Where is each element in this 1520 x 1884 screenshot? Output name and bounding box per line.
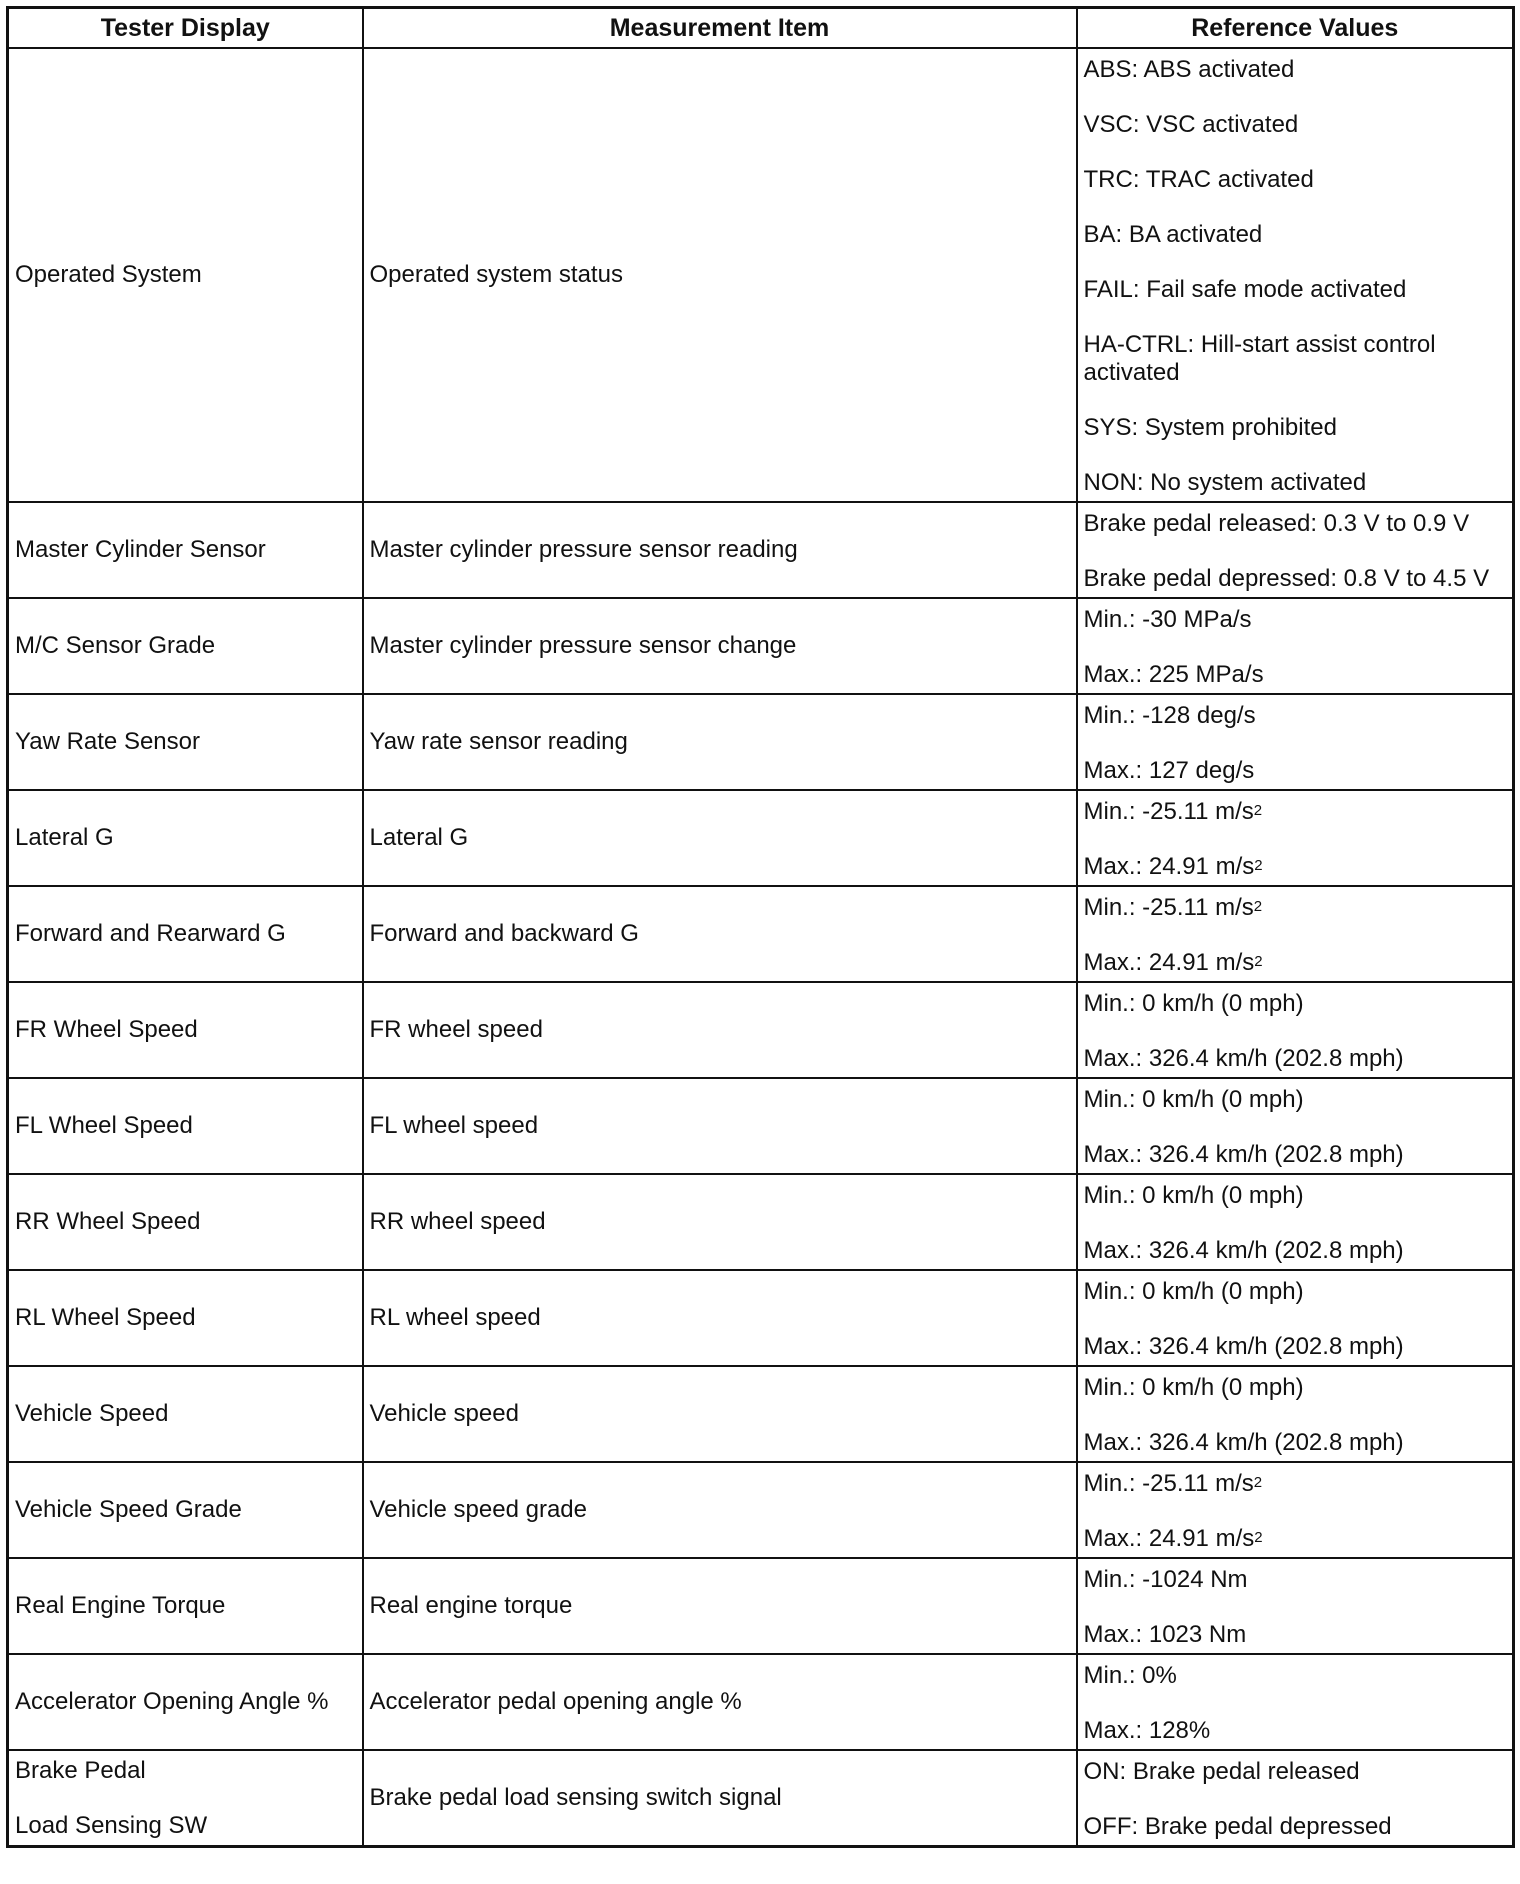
tester-display-cell: Vehicle Speed Grade	[8, 1462, 363, 1558]
tester-display-line: Brake Pedal	[15, 1756, 146, 1784]
reference-value-text: Min.: 0 km/h (0 mph)	[1083, 990, 1304, 1017]
tester-display-cell: Accelerator Opening Angle %	[8, 1654, 363, 1750]
table-row	[8, 1462, 1514, 1558]
reference-value-text: Max.: 127 deg/s	[1083, 757, 1255, 784]
reference-value-line	[1084, 331, 1511, 387]
header-row	[8, 8, 1514, 49]
table-row	[8, 502, 1514, 598]
measurement-item-cell: Vehicle speed	[363, 1366, 1077, 1462]
reference-values-cell	[1077, 1366, 1514, 1462]
reference-value-text: ON: Brake pedal released	[1083, 1758, 1360, 1785]
reference-value-line	[1084, 606, 1511, 634]
header-tester-display: Tester Display	[8, 8, 363, 49]
table-row	[8, 1366, 1514, 1462]
reference-value-text: Max.: 326.4 km/h (202.8 mph)	[1083, 1045, 1404, 1072]
reference-value-text: OFF: Brake pedal depressed	[1083, 1813, 1392, 1840]
table-row	[8, 1270, 1514, 1366]
reference-value-text: FAIL: Fail safe mode activated	[1083, 276, 1407, 303]
measurement-item-cell: Master cylinder pressure sensor reading	[363, 502, 1077, 598]
reference-value-text: Min.: -30 MPa/s	[1083, 606, 1252, 633]
reference-value-text: Min.: 0 km/h (0 mph)	[1083, 1278, 1304, 1305]
measurement-item-cell: Operated system status	[363, 48, 1077, 502]
unit-superscript: 2	[1253, 1474, 1263, 1491]
reference-value-line	[1084, 1470, 1511, 1498]
reference-values-cell	[1077, 694, 1514, 790]
reference-values-cell	[1077, 1750, 1514, 1847]
reference-value-text: Min.: -1024 Nm	[1083, 1566, 1248, 1593]
reference-values-cell	[1077, 598, 1514, 694]
header-measurement-item: Measurement Item	[363, 8, 1077, 49]
reference-values-cell	[1077, 48, 1514, 502]
reference-values-cell	[1077, 1078, 1514, 1174]
reference-value-line	[1084, 1374, 1511, 1402]
reference-values-cell	[1077, 1558, 1514, 1654]
reference-value-line	[1084, 894, 1511, 922]
reference-value-line	[1084, 1662, 1511, 1690]
tester-display-cell: RL Wheel Speed	[8, 1270, 363, 1366]
reference-value-text: Min.: -128 deg/s	[1083, 702, 1256, 729]
reference-value-text: Min.: -25.11 m/s	[1083, 1470, 1254, 1497]
reference-value-line	[1084, 1237, 1511, 1265]
table-row	[8, 886, 1514, 982]
reference-value-text: Min.: 0 km/h (0 mph)	[1083, 1374, 1304, 1401]
measurement-item-cell: Lateral G	[363, 790, 1077, 886]
reference-value-text: Max.: 128%	[1083, 1717, 1211, 1744]
measurement-item-cell: FL wheel speed	[363, 1078, 1077, 1174]
unit-superscript: 2	[1254, 1529, 1263, 1546]
reference-value-line	[1084, 414, 1511, 442]
reference-value-line	[1084, 1621, 1511, 1649]
table-row	[8, 598, 1514, 694]
reference-value-text: Max.: 326.4 km/h (202.8 mph)	[1083, 1237, 1404, 1264]
unit-superscript: 2	[1253, 898, 1263, 915]
reference-value-line	[1084, 1045, 1511, 1073]
reference-value-text: SYS: System prohibited	[1083, 414, 1337, 441]
reference-value-text: Brake pedal released: 0.3 V to 0.9 V	[1083, 510, 1470, 537]
reference-value-line	[1084, 510, 1511, 538]
table-row	[8, 790, 1514, 886]
reference-value-text: Max.: 24.91 m/s	[1083, 949, 1255, 976]
table-row	[8, 1654, 1514, 1750]
tester-display-cell: FR Wheel Speed	[8, 982, 363, 1078]
reference-value-line	[1084, 56, 1511, 84]
reference-value-text: ABS: ABS activated	[1083, 56, 1295, 83]
reference-value-line	[1084, 757, 1511, 785]
table-header	[8, 8, 1514, 49]
tester-display-cell: Real Engine Torque	[8, 1558, 363, 1654]
tester-display-cell: RR Wheel Speed	[8, 1174, 363, 1270]
reference-values-cell	[1077, 1462, 1514, 1558]
reference-value-line	[1084, 1429, 1511, 1457]
measurement-item-cell: Accelerator pedal opening angle %	[363, 1654, 1077, 1750]
measurement-item-cell: Brake pedal load sensing switch signal	[363, 1750, 1077, 1847]
reference-value-line	[1084, 166, 1511, 194]
reference-value-text: Min.: 0 km/h (0 mph)	[1083, 1086, 1304, 1113]
reference-value-text: Max.: 225 MPa/s	[1083, 661, 1264, 688]
measurement-item-cell: FR wheel speed	[363, 982, 1077, 1078]
reference-value-text: NON: No system activated	[1083, 469, 1367, 496]
reference-value-line	[1084, 1086, 1511, 1114]
reference-values-cell	[1077, 886, 1514, 982]
table-row	[8, 1078, 1514, 1174]
measurement-item-cell: Forward and backward G	[363, 886, 1077, 982]
reference-value-line	[1084, 221, 1511, 249]
unit-superscript: 2	[1253, 802, 1263, 819]
reference-value-text: Max.: 326.4 km/h (202.8 mph)	[1083, 1429, 1404, 1456]
tester-display-cell: FL Wheel Speed	[8, 1078, 363, 1174]
reference-value-line	[1084, 661, 1511, 689]
header-reference-values: Reference Values	[1077, 8, 1514, 49]
reference-value-text: Max.: 24.91 m/s	[1083, 1525, 1255, 1552]
reference-value-text: Max.: 1023 Nm	[1083, 1621, 1247, 1648]
table-row	[8, 1558, 1514, 1654]
table-row	[8, 1174, 1514, 1270]
tester-display-cell: Yaw Rate Sensor	[8, 694, 363, 790]
reference-value-line	[1084, 798, 1511, 826]
reference-values-cell	[1077, 1174, 1514, 1270]
table-row	[8, 694, 1514, 790]
reference-value-text: Brake pedal depressed: 0.8 V to 4.5 V	[1083, 565, 1490, 592]
reference-values-cell	[1077, 1270, 1514, 1366]
measurement-item-cell: RL wheel speed	[363, 1270, 1077, 1366]
table-row	[8, 48, 1514, 502]
reference-value-line	[1084, 469, 1511, 497]
reference-value-line	[1084, 702, 1511, 730]
reference-values-cell	[1077, 502, 1514, 598]
reference-value-line	[1084, 990, 1511, 1018]
reference-value-line	[1084, 949, 1511, 977]
tester-display-line: Load Sensing SW	[15, 1811, 208, 1839]
tester-display-cell: M/C Sensor Grade	[8, 598, 363, 694]
reference-value-text: Max.: 326.4 km/h (202.8 mph)	[1083, 1141, 1404, 1168]
reference-value-line	[1084, 1566, 1511, 1594]
unit-superscript: 2	[1254, 857, 1263, 874]
reference-value-line	[1084, 1717, 1511, 1745]
reference-value-text: HA-CTRL: Hill-start assist control activated	[1083, 331, 1436, 386]
tester-display-cell: Vehicle Speed	[8, 1366, 363, 1462]
reference-value-text: Max.: 326.4 km/h (202.8 mph)	[1083, 1333, 1404, 1360]
tester-display-cell	[8, 1750, 363, 1847]
reference-values-table	[6, 6, 1515, 1848]
reference-value-line	[1084, 1182, 1511, 1210]
unit-superscript: 2	[1254, 953, 1263, 970]
reference-value-line	[1084, 1278, 1511, 1306]
tester-display-cell: Operated System	[8, 48, 363, 502]
reference-value-line	[1084, 1333, 1511, 1361]
reference-value-line	[1084, 565, 1511, 593]
tester-display-cell: Master Cylinder Sensor	[8, 502, 363, 598]
reference-value-text: BA: BA activated	[1083, 221, 1263, 248]
reference-value-text: TRC: TRAC activated	[1083, 166, 1314, 193]
measurement-item-cell: Yaw rate sensor reading	[363, 694, 1077, 790]
tester-display-cell: Lateral G	[8, 790, 363, 886]
reference-value-text: Min.: -25.11 m/s	[1083, 798, 1254, 825]
reference-value-text: Min.: 0%	[1083, 1662, 1177, 1689]
reference-values-cell	[1077, 1654, 1514, 1750]
reference-value-text: Min.: 0 km/h (0 mph)	[1083, 1182, 1304, 1209]
reference-value-line	[1084, 1525, 1511, 1553]
table-row	[8, 1750, 1514, 1847]
tester-display-cell: Forward and Rearward G	[8, 886, 363, 982]
measurement-item-cell: Real engine torque	[363, 1558, 1077, 1654]
reference-value-line	[1084, 1141, 1511, 1169]
reference-value-line	[1084, 111, 1511, 139]
reference-value-line	[1084, 853, 1511, 881]
reference-value-line	[1084, 1813, 1511, 1841]
measurement-item-cell: Vehicle speed grade	[363, 1462, 1077, 1558]
reference-value-text: Min.: -25.11 m/s	[1083, 894, 1254, 921]
reference-value-text: VSC: VSC activated	[1083, 111, 1299, 138]
measurement-item-cell: RR wheel speed	[363, 1174, 1077, 1270]
measurement-item-cell: Master cylinder pressure sensor change	[363, 598, 1077, 694]
reference-value-line	[1084, 1758, 1511, 1786]
reference-value-text: Max.: 24.91 m/s	[1083, 853, 1255, 880]
reference-values-cell	[1077, 790, 1514, 886]
table-body	[8, 48, 1514, 1847]
reference-value-line	[1084, 276, 1511, 304]
reference-values-cell	[1077, 982, 1514, 1078]
table-row	[8, 982, 1514, 1078]
